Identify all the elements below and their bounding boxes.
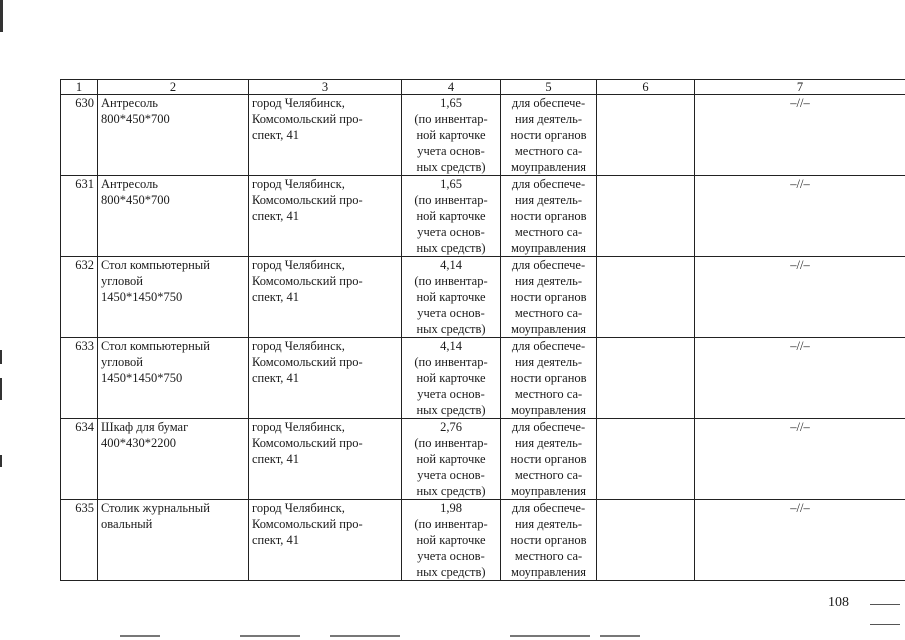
cell-line: Комсомольский про- bbox=[252, 436, 363, 450]
cell-line: Комсомольский про- bbox=[252, 112, 363, 126]
cell-purpose bbox=[501, 95, 597, 176]
cell-line: 4,14 bbox=[440, 258, 462, 272]
cell-line: ных средств) bbox=[416, 565, 486, 579]
scan-corner-mark bbox=[870, 604, 900, 605]
cell-value bbox=[402, 257, 501, 338]
cell-line: учета основ- bbox=[417, 387, 485, 401]
cell-line: город Челябинск, bbox=[252, 177, 345, 191]
cell-line: 4,14 bbox=[440, 339, 462, 353]
table-row bbox=[61, 257, 905, 338]
cell-line: для обеспече- bbox=[511, 420, 586, 434]
cell-number: 632 bbox=[61, 257, 98, 338]
cell-line: (по инвентар- bbox=[414, 274, 488, 288]
cell-value bbox=[402, 176, 501, 257]
cell-col6 bbox=[597, 419, 695, 500]
cell-line: ности органов bbox=[510, 452, 587, 466]
cell-address bbox=[249, 419, 402, 500]
cell-line: город Челябинск, bbox=[252, 96, 345, 110]
table-row bbox=[61, 338, 905, 419]
cell-line: (по инвентар- bbox=[414, 355, 488, 369]
cell-line: спект, 41 bbox=[252, 209, 299, 223]
cell-line: учета основ- bbox=[417, 306, 485, 320]
cell-line: угловой bbox=[101, 274, 143, 288]
cell-item-name bbox=[98, 419, 249, 500]
cell-line: (по инвентар- bbox=[414, 112, 488, 126]
page-number: 108 bbox=[828, 595, 849, 610]
cell-line: Стол компьютерный bbox=[101, 339, 210, 353]
cell-line: ности органов bbox=[510, 209, 587, 223]
cell-line: город Челябинск, bbox=[252, 258, 345, 272]
table-row bbox=[61, 500, 905, 581]
scan-bottom-noise bbox=[0, 632, 905, 640]
cell-item-name bbox=[98, 176, 249, 257]
cell-line: ной карточке bbox=[416, 128, 486, 142]
cell-purpose bbox=[501, 257, 597, 338]
cell-line: моуправления bbox=[510, 322, 587, 336]
cell-line: ной карточке bbox=[416, 452, 486, 466]
cell-col7: –//– bbox=[695, 176, 905, 257]
cell-col6 bbox=[597, 257, 695, 338]
cell-address bbox=[249, 176, 402, 257]
cell-line: Комсомольский про- bbox=[252, 193, 363, 207]
cell-purpose bbox=[501, 419, 597, 500]
cell-number: 635 bbox=[61, 500, 98, 581]
cell-address bbox=[249, 257, 402, 338]
cell-address bbox=[249, 500, 402, 581]
cell-value bbox=[402, 338, 501, 419]
header-col-7: 7 bbox=[695, 80, 905, 95]
scan-edge-mark bbox=[0, 455, 2, 467]
cell-value bbox=[402, 500, 501, 581]
cell-col6 bbox=[597, 176, 695, 257]
scan-corner-mark bbox=[870, 624, 900, 625]
cell-line: моуправления bbox=[510, 160, 587, 174]
cell-col6 bbox=[597, 338, 695, 419]
cell-item-name bbox=[98, 338, 249, 419]
cell-value bbox=[402, 419, 501, 500]
property-register-table bbox=[60, 79, 905, 581]
cell-col6 bbox=[597, 95, 695, 176]
cell-line: местного са- bbox=[514, 549, 583, 563]
cell-line: Комсомольский про- bbox=[252, 274, 363, 288]
cell-line: угловой bbox=[101, 355, 143, 369]
table-row bbox=[61, 95, 905, 176]
cell-line: ния деятель- bbox=[514, 355, 583, 369]
cell-line: Стол компьютерный bbox=[101, 258, 210, 272]
cell-line: 800*450*700 bbox=[101, 193, 170, 207]
cell-line: город Челябинск, bbox=[252, 501, 345, 515]
cell-line: ния деятель- bbox=[514, 274, 583, 288]
cell-line: для обеспече- bbox=[511, 96, 586, 110]
cell-line: ной карточке bbox=[416, 371, 486, 385]
cell-line: ния деятель- bbox=[514, 112, 583, 126]
cell-line: для обеспече- bbox=[511, 258, 586, 272]
cell-value bbox=[402, 95, 501, 176]
cell-line: моуправления bbox=[510, 241, 587, 255]
cell-col7: –//– bbox=[695, 257, 905, 338]
cell-line: ности органов bbox=[510, 371, 587, 385]
cell-line: учета основ- bbox=[417, 144, 485, 158]
cell-line: учета основ- bbox=[417, 468, 485, 482]
cell-item-name bbox=[98, 95, 249, 176]
cell-line: Комсомольский про- bbox=[252, 355, 363, 369]
cell-address bbox=[249, 95, 402, 176]
scan-edge-mark bbox=[0, 0, 3, 32]
cell-line: спект, 41 bbox=[252, 371, 299, 385]
cell-line: 2,76 bbox=[440, 420, 462, 434]
cell-line: ных средств) bbox=[416, 241, 486, 255]
cell-line: ния деятель- bbox=[514, 193, 583, 207]
cell-line: ных средств) bbox=[416, 484, 486, 498]
cell-line: спект, 41 bbox=[252, 452, 299, 466]
cell-line: учета основ- bbox=[417, 225, 485, 239]
cell-line: 1,65 bbox=[440, 96, 462, 110]
cell-line: спект, 41 bbox=[252, 128, 299, 142]
cell-line: Антресоль bbox=[101, 177, 159, 191]
cell-line: Столик журнальный bbox=[101, 501, 210, 515]
cell-line: для обеспече- bbox=[511, 339, 586, 353]
cell-line: для обеспече- bbox=[511, 501, 586, 515]
cell-line: местного са- bbox=[514, 387, 583, 401]
cell-number: 633 bbox=[61, 338, 98, 419]
cell-line: ности органов bbox=[510, 128, 587, 142]
cell-line: Комсомольский про- bbox=[252, 517, 363, 531]
cell-line: спект, 41 bbox=[252, 533, 299, 547]
header-col-3: 3 bbox=[249, 80, 402, 95]
cell-number: 631 bbox=[61, 176, 98, 257]
cell-number: 630 bbox=[61, 95, 98, 176]
cell-line: ных средств) bbox=[416, 322, 486, 336]
cell-line: для обеспече- bbox=[511, 177, 586, 191]
cell-line: моуправления bbox=[510, 484, 587, 498]
cell-item-name bbox=[98, 257, 249, 338]
cell-col7: –//– bbox=[695, 500, 905, 581]
cell-line: местного са- bbox=[514, 468, 583, 482]
cell-line: ной карточке bbox=[416, 533, 486, 547]
cell-line: ных средств) bbox=[416, 160, 486, 174]
cell-line: местного са- bbox=[514, 306, 583, 320]
header-col-1: 1 bbox=[61, 80, 98, 95]
header-col-2: 2 bbox=[98, 80, 249, 95]
cell-line: ния деятель- bbox=[514, 436, 583, 450]
cell-item-name bbox=[98, 500, 249, 581]
cell-number: 634 bbox=[61, 419, 98, 500]
cell-line: спект, 41 bbox=[252, 290, 299, 304]
cell-line: учета основ- bbox=[417, 549, 485, 563]
scan-edge-mark bbox=[0, 350, 2, 364]
cell-line: 1,65 bbox=[440, 177, 462, 191]
cell-purpose bbox=[501, 176, 597, 257]
cell-line: ности органов bbox=[510, 290, 587, 304]
cell-purpose bbox=[501, 500, 597, 581]
cell-line: город Челябинск, bbox=[252, 339, 345, 353]
cell-col7: –//– bbox=[695, 95, 905, 176]
cell-line: (по инвентар- bbox=[414, 436, 488, 450]
header-col-4: 4 bbox=[402, 80, 501, 95]
table-row bbox=[61, 176, 905, 257]
cell-line: (по инвентар- bbox=[414, 193, 488, 207]
header-col-5: 5 bbox=[501, 80, 597, 95]
table-row bbox=[61, 419, 905, 500]
cell-line: 1450*1450*750 bbox=[101, 290, 183, 304]
cell-line: Шкаф для бумаг bbox=[101, 420, 189, 434]
cell-line: 1,98 bbox=[440, 501, 462, 515]
cell-address bbox=[249, 338, 402, 419]
cell-line: 400*430*2200 bbox=[101, 436, 176, 450]
cell-line: местного са- bbox=[514, 225, 583, 239]
cell-line: моуправления bbox=[510, 565, 587, 579]
table-body bbox=[61, 95, 905, 581]
cell-line: 800*450*700 bbox=[101, 112, 170, 126]
cell-line: ной карточке bbox=[416, 290, 486, 304]
cell-col7: –//– bbox=[695, 338, 905, 419]
cell-line: Антресоль bbox=[101, 96, 159, 110]
cell-col7: –//– bbox=[695, 419, 905, 500]
cell-line: ной карточке bbox=[416, 209, 486, 223]
header-row bbox=[61, 80, 905, 95]
scan-edge-mark bbox=[0, 378, 2, 400]
cell-col6 bbox=[597, 500, 695, 581]
cell-line: местного са- bbox=[514, 144, 583, 158]
cell-line: (по инвентар- bbox=[414, 517, 488, 531]
header-col-6: 6 bbox=[597, 80, 695, 95]
cell-line: ности органов bbox=[510, 533, 587, 547]
cell-line: 1450*1450*750 bbox=[101, 371, 183, 385]
cell-line: ния деятель- bbox=[514, 517, 583, 531]
table-header bbox=[61, 80, 905, 95]
cell-purpose bbox=[501, 338, 597, 419]
cell-line: ных средств) bbox=[416, 403, 486, 417]
cell-line: моуправления bbox=[510, 403, 587, 417]
cell-line: овальный bbox=[101, 517, 153, 531]
cell-line: город Челябинск, bbox=[252, 420, 345, 434]
